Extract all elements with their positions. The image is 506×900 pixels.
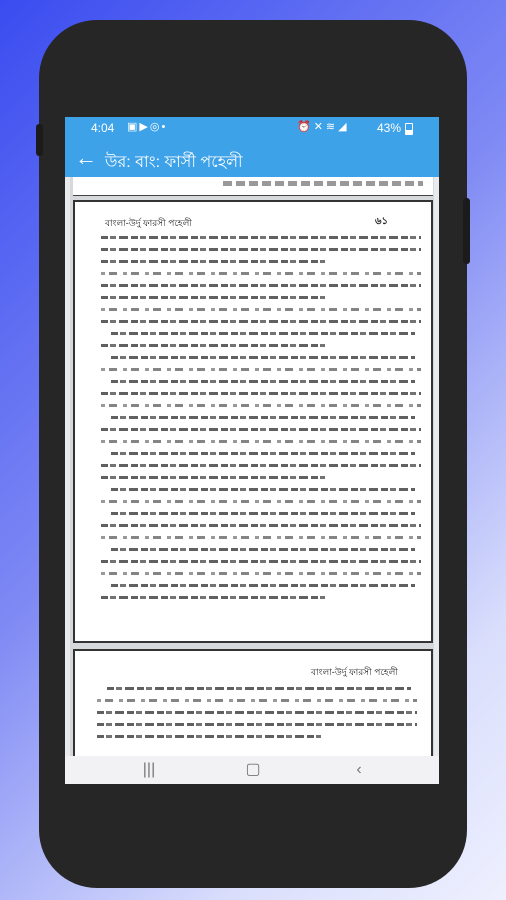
status-time: 4:04 <box>91 121 115 135</box>
status-bar <box>65 117 439 139</box>
text-line <box>101 524 421 527</box>
text-line <box>111 584 415 587</box>
text-line <box>107 687 411 690</box>
text-line <box>101 536 421 539</box>
document-page-next <box>73 649 433 756</box>
back-icon[interactable]: ‹ <box>356 761 362 778</box>
wifi-icon: ≋ <box>325 121 339 133</box>
text-line <box>111 488 415 491</box>
back-arrow-icon[interactable]: ← <box>75 145 97 170</box>
text-line <box>101 404 421 407</box>
text-line <box>101 440 421 443</box>
text-line <box>97 711 417 714</box>
youtube-icon: ▶ <box>139 121 150 133</box>
document-page-previous <box>73 177 433 196</box>
text-line <box>101 464 421 467</box>
text-line <box>101 320 421 323</box>
page-body-text <box>97 687 417 747</box>
notification-icons <box>127 120 167 133</box>
text-line <box>101 236 421 239</box>
app-title: উর: বাং: ফার্সী পহেলী <box>105 154 243 171</box>
mute-icon: ✕ <box>313 121 326 133</box>
text-line <box>111 332 415 335</box>
text-line <box>111 380 415 383</box>
signal-icon: ◢ <box>338 121 350 133</box>
text-line <box>111 452 415 455</box>
text-line <box>101 296 325 299</box>
battery-percent: 43% <box>377 121 402 135</box>
text-line <box>97 699 417 702</box>
dot-icon: • <box>161 121 168 133</box>
home-icon[interactable]: ▢ <box>245 761 261 778</box>
text-line <box>101 500 421 503</box>
text-line <box>97 735 321 738</box>
pdf-viewer[interactable] <box>70 177 434 756</box>
image-icon: ▣ <box>127 121 140 133</box>
text-line <box>101 428 421 431</box>
text-line <box>101 572 421 575</box>
text-line <box>101 260 325 263</box>
text-line <box>101 308 421 311</box>
text-line <box>101 392 421 395</box>
phone-screen <box>65 117 439 784</box>
phone-side-button-left <box>36 124 43 156</box>
text-line <box>101 560 421 563</box>
system-nav-bar <box>65 756 439 784</box>
system-icons <box>297 120 350 133</box>
app-bar <box>65 139 439 177</box>
text-line <box>111 416 415 419</box>
page-header: বাংলা-উর্দু ফারসী পহেলী <box>105 218 192 228</box>
document-page <box>73 200 433 643</box>
text-line <box>101 248 421 251</box>
battery-icon <box>405 123 413 135</box>
text-line <box>101 272 421 275</box>
text-line <box>111 512 415 515</box>
text-line <box>101 368 421 371</box>
page-number: ৬১ <box>375 216 388 227</box>
page-header: বাংলা-উর্দু ফারসী পহেলী <box>311 667 398 677</box>
recents-icon[interactable]: ||| <box>142 761 156 778</box>
text-line <box>111 548 415 551</box>
alarm-icon: ⏰ <box>297 121 314 133</box>
whatsapp-icon: ◎ <box>149 121 162 133</box>
text-line <box>111 356 415 359</box>
text-line <box>101 284 421 287</box>
text-line <box>101 476 325 479</box>
text-line <box>101 596 325 599</box>
phone-side-button-right <box>463 198 470 264</box>
text-line <box>97 723 417 726</box>
page-body-text <box>101 236 421 608</box>
page-text-fragment <box>223 181 423 186</box>
text-line <box>101 344 325 347</box>
